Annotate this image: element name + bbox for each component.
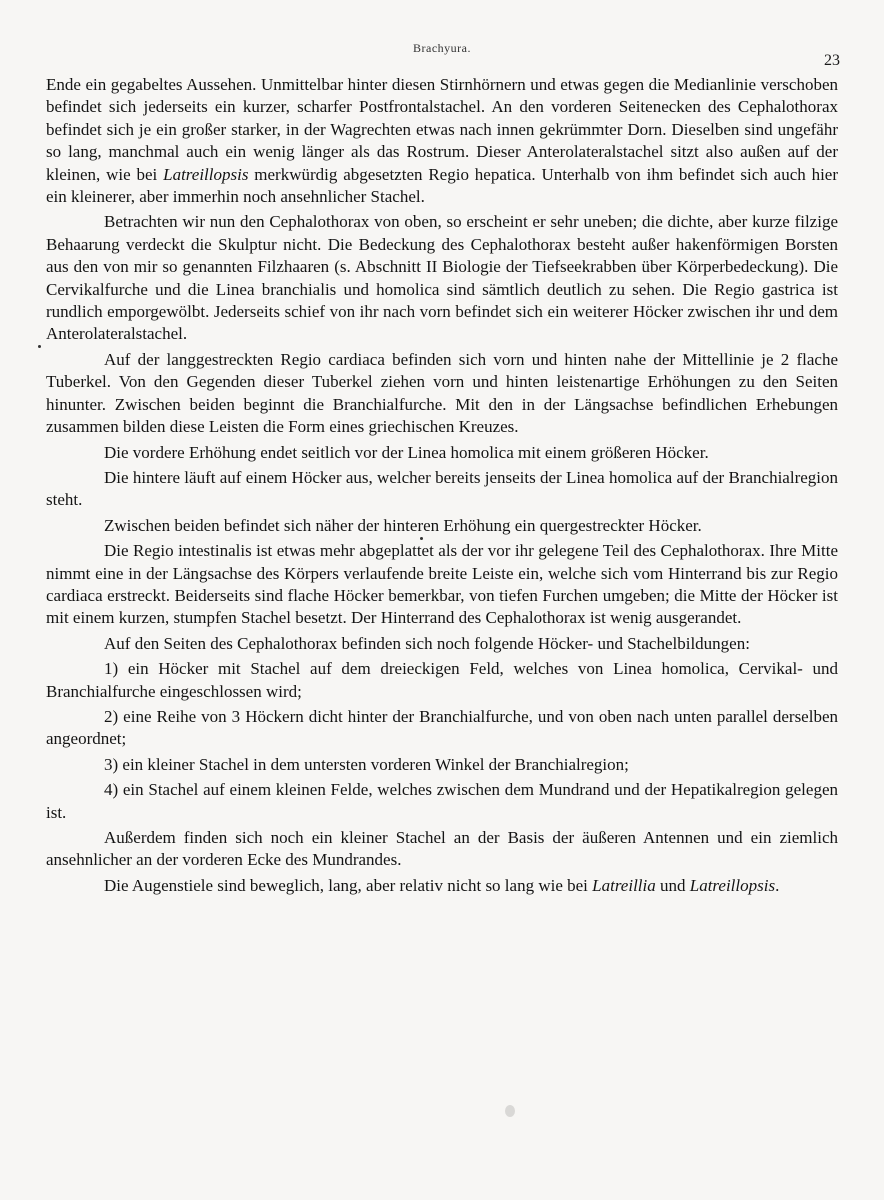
- paragraph-8: Auf den Seiten des Cephalothorax befinden sich noch folgende Höcker- und Stachelbildungen:: [104, 633, 750, 653]
- paragraph-6: Zwischen beiden befindet sich näher der hinteren Erhöhung ein quergestreckter Höcker.: [104, 515, 702, 535]
- print-speck: [420, 537, 423, 540]
- print-speck: [38, 345, 41, 348]
- list-item-4: 4) ein Stachel auf einem kleinen Felde, welches zwischen dem Mundrand und der Hepatikalregion gelegen ist.: [46, 780, 838, 822]
- paragraph-9: Außerdem finden sich noch ein kleiner Stachel an der Basis der äußeren Antennen und ein ziemlich ansehnlicher an der vorderen Ecke des Mundrandes.: [46, 828, 838, 870]
- page-number: 23: [824, 52, 840, 69]
- body-text: [46, 74, 838, 900]
- paragraph-7: Die Regio intestinalis ist etwas mehr abgeplattet als der vor ihr gelegene Teil des Cephalothorax. Ihre Mitte nimmt eine in der Längsachse des Körpers verlaufende breite Leiste ein, welche sich vom Hinterrand bis zur Regio cardiaca erstreckt. Beiderseits sind flache Höcker bemerkbar, von tiefen Furchen umgeben; die Mitte der Höcker ist mit einem kurzen, stumpfen Stachel besetzt. Der Hinterrand des Cephalothorax ist wenig ausgerandet.: [46, 541, 838, 628]
- paragraph-3: Auf der langgestreckten Regio cardiaca befinden sich vorn und hinten nahe der Mittellinie je 2 flache Tuberkel. Von den Gegenden dieser Tuberkel ziehen vorn und hinten leistenartige Erhöhungen zu den Seiten hinunter. Zwischen beiden beginnt die Branchialfurche. Mit den in der Längsachse befindlichen Erhebungen zusammen bilden diese Leisten die Form eines griechischen Kreuzes.: [46, 349, 838, 437]
- list-item-1: 1) ein Höcker mit Stachel auf dem dreieckigen Feld, welches von Linea homolica, Cervikal- und Branchialfurche eingeschlossen wird;: [46, 659, 838, 701]
- paragraph-1: Ende ein gegabeltes Aussehen. Unmittelbar hinter diesen Stirnhörnern und etwas gegen die Medianlinie verschoben befindet sich jederseits ein kurzer, scharfer Postfrontalstachel. An den vorderen Seitenecken des Cephalothorax befindet sich je ein großer starker, in der Wagrechten etwas nach innen gekrümmter Dorn. Dieselben sind ungefähr so lang, manchmal auch ein wenig länger als das Rostrum. Dieser Anterolateralstachel sitzt also außen auf der kleinen, wie bei Latreillopsis merkwürdig abgesetzten Regio hepatica. Unterhalb von ihm befindet sich auch hier ein kleinerer, aber immerhin noch ansehnlicher Stachel.: [46, 75, 839, 207]
- paragraph-5: Die hintere läuft auf einem Höcker aus, welcher bereits jenseits der Linea homolica auf der Branchialregion steht.: [46, 467, 838, 510]
- running-title: Brachyura.: [413, 41, 471, 55]
- list-item-2: 2) eine Reihe von 3 Höckern dicht hinter der Branchialfurche, und von oben nach unten parallel derselben angeordnet;: [46, 706, 838, 749]
- paragraph-10: Die Augenstiele sind beweglich, lang, aber relativ nicht so lang wie bei Latreillia und Latreillopsis.: [104, 875, 780, 895]
- paragraph-4: Die vordere Erhöhung endet seitlich vor der Linea homolica mit einem größeren Höcker.: [104, 442, 709, 462]
- paragraph-2: Betrachten wir nun den Cephalothorax von oben, so erscheint er sehr uneben; die dichte, aber kurze filzige Behaarung verdeckt die Skulptur nicht. Die Bedeckung des Cephalothorax besteht außer hakenförmigen Borsten aus den von mir so genannten Filzhaaren (s. Abschnitt II Biologie der Tiefseekrabben über Körperbedeckung). Die Cervikalfurche und die Linea branchialis und homolica sind sämtlich deutlich zu sehen. Die Regio gastrica ist rundlich emporgewölbt. Jederseits schief von ihr nach vorn befindet sich ein weiterer Höcker zwischen ihr und dem Anterolateralstachel.: [46, 212, 838, 344]
- list-item-3: 3) ein kleiner Stachel in dem untersten vorderen Winkel der Branchialregion;: [104, 754, 629, 774]
- paper-smudge: [505, 1105, 515, 1117]
